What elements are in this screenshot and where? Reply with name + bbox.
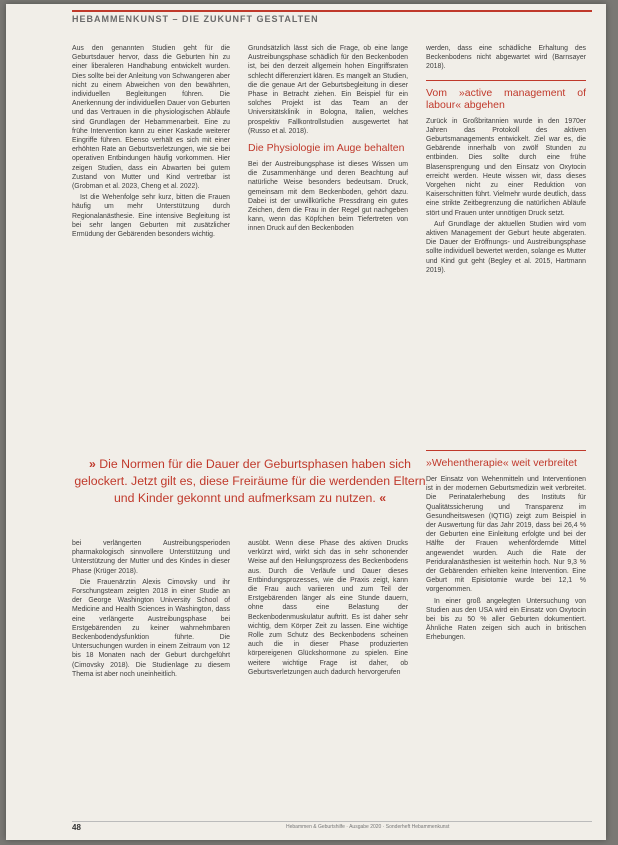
body-paragraph: werden, dass eine schädliche Erhaltung des Beckenbodens nicht abgewartet wird (Barnsayer 2018).	[426, 45, 586, 71]
body-paragraph: In einer groß angelegten Untersuchung von Studien aus den USA wird ein Einsatz von Oxytocin bei bis zu 50 % aller Geburten dokumentiert. Ähnliche Raten zeigen sich auch in britischen Erhebungen.	[426, 597, 586, 642]
section-header: HEBAMMENKUNST – DIE ZUKUNFT GESTALTEN	[72, 14, 319, 24]
heading-rule	[426, 80, 586, 81]
body-paragraph: Ist die Wehenfolge sehr kurz, bitten die Frauen häufig um mehr Unterstützung durch Regionalanästhesie. Eine intensive Begleitung ist bei sehr langen Geburten mit zusätzlicher Ermüdung der Gebärenden besonders wichtig.	[72, 194, 230, 239]
heading-physiologie: Die Physiologie im Auge behalten	[248, 142, 405, 155]
body-paragraph: bei verlängerten Austreibungsperioden pharmakologisch sinnvollere Unterstützung und Unterstützung der Mutter und des Kindes in dieser Phase (Krüger 2018).	[72, 540, 230, 575]
heading-active-management: Vom »active management of labour« abgehen	[426, 86, 586, 111]
body-paragraph: Bei der Austreibungsphase ist dieses Wissen um die Zusammenhänge und deren Beachtung auf natürliche Weise besonders bedeutsam. Druck, gemeinsam mit dem Beckenboden, gehört dazu. Dabei ist der unwillkürliche Pressdrang ein gutes Zeichen, dem die Frau in der Regel gut nachgeben kann, wenn das Köpfchen beim Tiefertreten von innen Druck auf den Beckenboden	[248, 161, 408, 233]
page-number: 48	[72, 823, 81, 832]
body-paragraph: Aus den genannten Studien geht für die Geburtsdauer hervor, dass die Geburten hin zu einer liberaleren Handhabung entwickelt wurden. Dies sollte bei der Anleitung von Schwangeren aber nicht zu einem Abweichen von den bewährten, individuellen Begleitungen führen. Die Anerkennung der individuellen Dauer von Geburten und das Vertrauen in die physiologischen Abläufe sind Grundlagen der Hebammenarbeit. Eine zu frühe Intervention kann zu einer Kaskade weiterer Eingriffe führen. Ebenso verhält es sich mit einer erhöhten Rate an Geburtsverletzungen, wie sie bei operativen Entbindungen häufig vorkommen. Hier zeigen Studien, dass ein Abwarten bei gutem Zustand von Mutter und Kind vertretbar ist (Grobman et al. 2023, Cheng et al. 2022).	[72, 45, 230, 191]
body-paragraph: Der Einsatz von Wehenmitteln und Interventionen ist in der modernen Geburtsmedizin weit verbreitet. Die Perinatalerhebung des Instituts für Qualitätssicherung und Transparenz im Gesundheitswesen (IQTIG) zeigt zum Beispiel in der Auswertung für das Jahr 2019, dass bei 26,4 % der Geburten eine Einleitung erfolgte und bei der Hälfte der Frauen wehenfördernde Mittel angewendet wurden. Auch die Rate der Periduralanästhesien ist weiterhin hoch. Nur 9,3 % der Gebärenden erhielten keine Intervention. Eine Geburt mit Episiotomie wurde bei 12,1 % vorgenommen.	[426, 476, 586, 594]
heading-rule	[426, 450, 586, 451]
column-3-top	[426, 44, 586, 434]
magazine-page	[6, 4, 606, 840]
column-2-bottom	[248, 539, 408, 809]
pull-quote-text: Die Normen für die Dauer der Geburtsphasen haben sich gelockert. Jetzt gilt es, diese Freiräume für die werdenden Eltern und Kinder gekonnt und aufmerksam zu nutzen.	[74, 457, 426, 505]
column-2-top	[248, 44, 408, 444]
quote-close-mark: «	[379, 491, 387, 505]
body-paragraph: Zurück in Großbritannien wurde in den 1970er Jahren das Protokoll des aktiven Geburtsmanagements entwickelt. Ziel war es, die Gebärende innerhalb von zwölf Stunden zu entbinden. Dies sollte durch eine frühe Blasensprengung und den Einsatz von Oxytocin erreicht werden. Heute wissen wir, dass dieses Vorgehen nicht zu einer Reduktion von Kaiserschnitten führt. Vielmehr wurde deutlich, dass eine strikte Zeitbegrenzung die natürlichen Abläufe stört und Frauen unter unnötigen Druck setzt.	[426, 117, 586, 217]
heading-wehentherapie: »Wehentherapie« weit verbreitet	[426, 457, 577, 469]
body-paragraph: Auf Grundlage der aktuellen Studien wird vom aktiven Management der Geburt heute abgeraten. Die Dauer der Eröffnungs- und Austreibungsphase sollte individuell bewertet werden, solange es Mutter und Kind gut geht (Begley et al. 2015, Hartmann 2019).	[426, 220, 586, 274]
body-paragraph: Grundsätzlich lässt sich die Frage, ob eine lange Austreibungsphase schädlich für den Beckenboden ist, bei den derzeit allgemein hohen Eingriffsraten schlecht differenziert klären. Es mangelt an Studien, die die genaue Art der Geburtsbegleitung in dieser Phase in Betracht ziehen. Ein Beispiel für ein solches Projekt ist das Team an der Universitätsklinik in Bologna, Italien, welches prospektiv Fallkontrollstudien ausgewertet hat (Russo et al. 2018).	[248, 45, 408, 135]
column-3-bottom	[426, 442, 586, 812]
body-paragraph: ausübt. Wenn diese Phase des aktiven Drucks verkürzt wird, wirkt sich das in sehr schonender Weise auf den Heilungsprozess des Beckenbodens aus. Durch die Verläufe und Dauer dieses Entbindungsprozesses, wie die Praxis zeigt, kann die Frau auch variieren und zum Teil der Erstgebärenden länger als eine Stunde dauern, ohne dass eine Belastung der Beckenbodenmuskulatur auftritt. Es ist daher sehr wichtig, dem Körper Zeit zu lassen. Eine wichtige Rolle zum Schutz des Beckenbodens scheinen auch die in dieser Phase produzierten körpereigenen Glückshormone zu spielen. Eine weitere wichtige Frage ist daher, ob Geburtsverletzungen auch dadurch hervorgerufen	[248, 540, 408, 676]
header-rule	[72, 10, 592, 12]
quote-open-mark: »	[89, 457, 96, 471]
column-1-bottom	[72, 539, 230, 809]
column-1-top	[72, 44, 230, 444]
pull-quote	[72, 456, 428, 507]
footer-rule	[72, 821, 592, 822]
body-paragraph: Die Frauenärztin Alexis Cimovsky und ihr Forschungsteam zeigten 2018 in einer Studie an der George Washington University School of Medicine and Health Sciences in Washington, dass eine verlängerte Austreibungsphase bei Erstgebärenden zu keiner wahrnehmbaren Beckenbodendysfunktion führte. Die Untersuchungen wurden in einem Zeitraum von 12 bis 18 Monaten nach der Geburt durchgeführt (Cimovsky 2018). Die Studienlage zu diesem Thema ist aber noch uneinheitlich.	[72, 578, 230, 678]
footer-text: Hebammen & Geburtshilfe · Ausgabe 2020 · Sonderheft Hebammenkunst	[286, 824, 450, 830]
